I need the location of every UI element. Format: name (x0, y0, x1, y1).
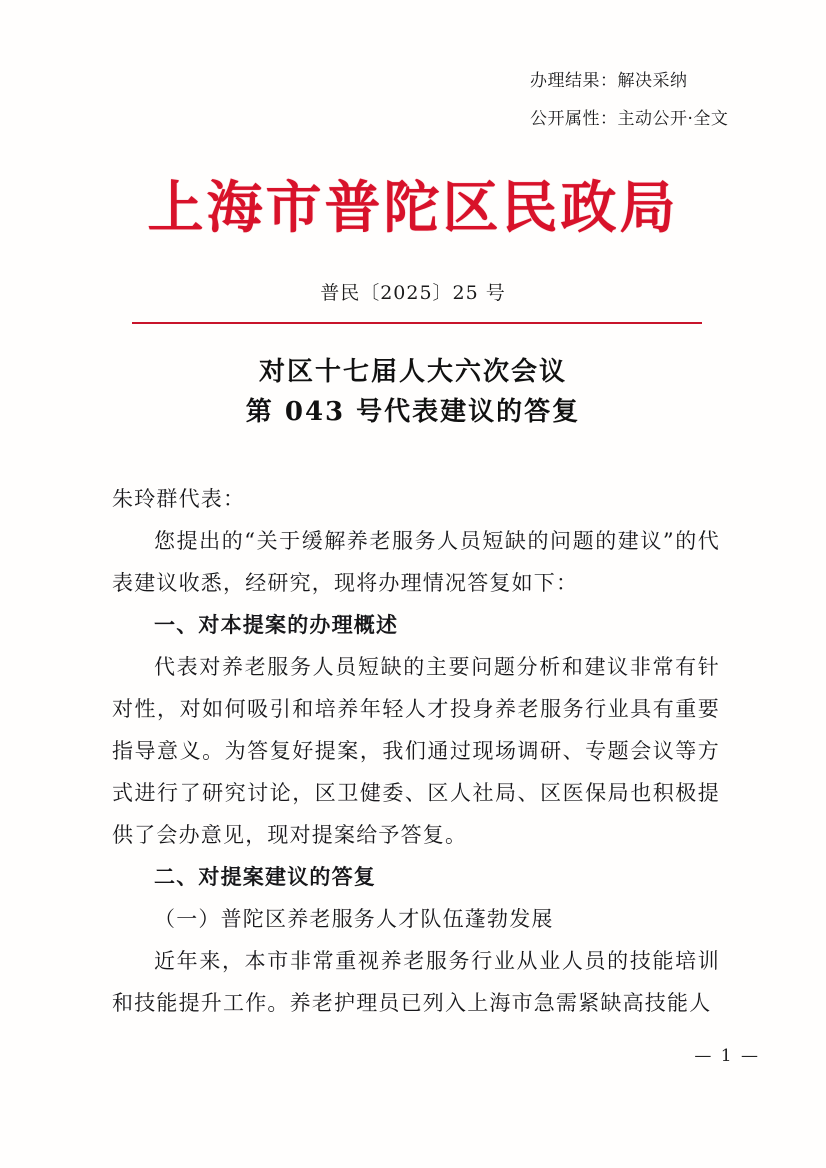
paragraph-intro: 您提出的“关于缓解养老服务人员短缺的问题的建议”的代表建议收悉，经研究，现将办理情况答复如下： (112, 529, 720, 595)
heading-section-two: 二、对提案建议的答复 (154, 864, 376, 889)
title-line-1: 对区十七届人大六次会议 (258, 357, 567, 387)
document-number: 普民〔2025〕25 号 (320, 282, 506, 304)
meta-row-handling-result: 办理结果：解决采纳 (530, 71, 688, 91)
page-number: — 1 — (694, 1046, 760, 1066)
header-meta-block (530, 62, 728, 138)
heading-section-one: 一、对本提案的办理概述 (154, 612, 399, 637)
red-divider-rule (132, 322, 702, 324)
title-line-2: 第 043 号代表建议的答复 (245, 397, 581, 427)
salutation: 朱玲群代表： (112, 487, 246, 511)
document-body (112, 478, 720, 1024)
paragraph-section-one-body: 代表对养老服务人员短缺的主要问题分析和建议非常有针对性，对如何吸引和培养年轻人才投身养老服务行业具有重要指导意义。为答复好提案，我们通过现场调研、专题会议等方式进行了研究讨论，区卫健委、区人社局、区医保局也积极提供了会办意见，现对提案给予答复。 (112, 655, 720, 847)
paragraph-subsection-one-body: 近年来，本市非常重视养老服务行业从业人员的技能培训和技能提升工作。养老护理员已列入上海市急需紧缺高技能人 (112, 949, 720, 1015)
document-title (0, 352, 826, 432)
heading-subsection-one: （一）普陀区养老服务人才队伍蓬勃发展 (154, 907, 554, 931)
issuing-authority-masthead: 上海市普陀区民政局 (147, 175, 679, 241)
meta-row-disclosure-attribute: 公开属性：主动公开·全文 (530, 109, 729, 129)
